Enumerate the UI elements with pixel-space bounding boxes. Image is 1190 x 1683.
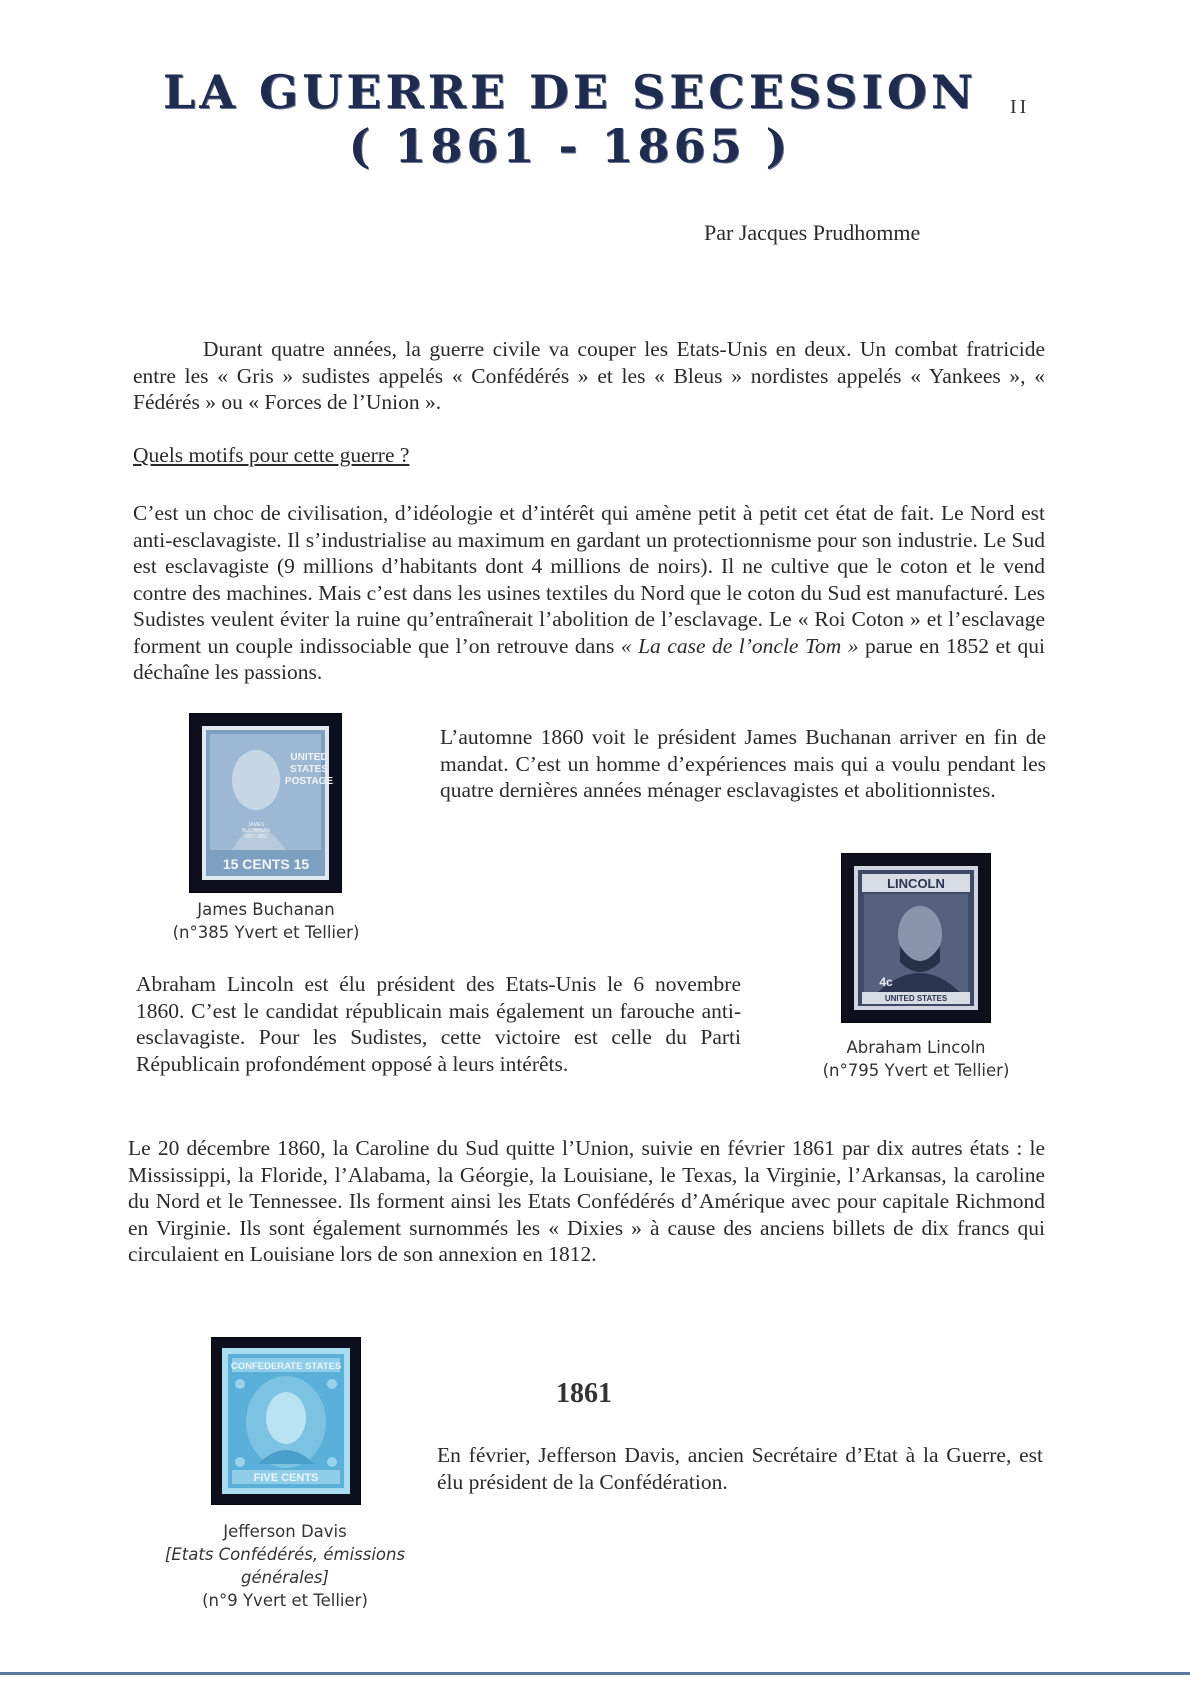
buchanan-top-text-2: STATES xyxy=(290,764,328,775)
davis-caption xyxy=(150,1520,420,1612)
bottom-rule xyxy=(0,1672,1190,1675)
lincoln-value-text: 4c xyxy=(879,975,893,989)
buchanan-stamp-image xyxy=(190,714,341,892)
lincoln-stamp-image xyxy=(842,854,990,1022)
buchanan-paragraph: L’automne 1860 voit le président James Buchanan arriver en fin de mandat. C’est un homme d’expériences mais qui a voulu pendant les quatre dernières années ménager esclavagistes et abolitionnistes. xyxy=(440,725,1046,802)
author-byline: Par Jacques Prudhomme xyxy=(704,220,921,245)
lincoln-caption-ref: (n°795 Yvert et Tellier) xyxy=(822,1061,1010,1080)
intro-paragraph xyxy=(133,336,1045,416)
motifs-paragraph xyxy=(133,500,1045,686)
year-heading: 1861 xyxy=(556,1378,612,1409)
motifs-text-after: parue en 1852 et qui déchaîne les passions. xyxy=(133,633,1046,684)
buchanan-top-text-3: POSTAGE xyxy=(284,776,334,787)
book-title: « La case de l’oncle Tom » xyxy=(620,633,859,658)
lincoln-stamp xyxy=(842,854,990,1022)
davis-top-text: CONFEDERATE STATES xyxy=(230,1361,342,1372)
buchanan-stamp xyxy=(190,714,341,892)
buchanan-top-text-1: UNITED xyxy=(290,752,328,763)
page-title-line1: LA GUERRE DE SECESSION xyxy=(162,65,978,119)
buchanan-name-text-3: 1857-1861 xyxy=(244,834,268,840)
buchanan-name-text-2: BUCHANAN xyxy=(241,828,271,834)
buchanan-caption xyxy=(160,898,372,944)
secession-paragraph: Le 20 décembre 1860, la Caroline du Sud quitte l’Union, suivie en février 1861 par dix autres états : le Mississippi, la Floride, l’Alabama, la Géorgie, la Louisiane, le Texas, la Virginie, l’Arkansas, la caroline du Nord et le Tennessee. Ils forment ainsi les Etats Confédérés d’Amérique avec pour capitale Richmond en Virginie. Ils sont également surnommés les « Dixies » à cause des anciens billets de dix francs qui circulaient en Louisiane lors de son annexion en 1812. xyxy=(128,1136,1045,1266)
lincoln-caption-name: Abraham Lincoln xyxy=(846,1038,986,1057)
davis-caption-ref: (n°9 Yvert et Tellier) xyxy=(202,1591,368,1610)
davis-caption-name: Jefferson Davis xyxy=(223,1522,347,1541)
page-number: II xyxy=(1010,96,1030,118)
buchanan-caption-name: James Buchanan xyxy=(197,900,335,919)
lincoln-caption xyxy=(806,1036,1026,1082)
buchanan-caption-ref: (n°385 Yvert et Tellier) xyxy=(172,923,360,942)
davis-paragraph: En février, Jefferson Davis, ancien Secrétaire d’Etat à la Guerre, est élu président de la Confédération. xyxy=(437,1443,1043,1494)
lincoln-paragraph: Abraham Lincoln est élu président des Etats-Unis le 6 novembre 1860. C’est le candidat républicain mais également un farouche anti-esclavagiste. Pour les Sudistes, cette victoire est celle du Parti Républicain profondément opposé à leurs intérêts. xyxy=(136,972,741,1076)
lincoln-top-text: LINCOLN xyxy=(887,876,945,891)
page-title-line2: ( 1861 - 1865 ) xyxy=(348,119,792,173)
davis-stamp-image xyxy=(212,1338,360,1504)
intro-text: Durant quatre années, la guerre civile va couper les Etats-Unis en deux. Un combat fratricide entre les « Gris » sudistes appelés « Confédérés » et les « Bleus » nordistes appelés « Yankees », « Fédérés » ou « Forces de l’Union ». xyxy=(133,337,1045,414)
section-heading: Quels motifs pour cette guerre ? xyxy=(133,443,410,467)
motifs-text-before: C’est un choc de civilisation, d’idéologie et d’intérêt qui amène petit à petit cet état de fait. Le Nord est anti-esclavagiste. Il s’industrialise au maximum en gardant un protectionnisme pour son industrie. Le Sud est esclavagiste (9 millions d’habitants dont 4 millions de noirs). Il ne cultive que le coton et le vend contre des machines. Mais c’est dans les usines textiles du Nord que le coton du Sud est manufacturé. Les Sudistes veulent éviter la ruine qu’entraînerait l’abolition de l’esclavage. Le « Roi Coton » et l’esclavage forment un couple indissociable que l’on retrouve dans xyxy=(133,501,1045,658)
lincoln-bottom-text: UNITED STATES xyxy=(884,994,948,1003)
davis-value-text: FIVE CENTS xyxy=(253,1472,319,1484)
davis-caption-sub: [Etats Confédérés, émissions générales] xyxy=(164,1545,406,1587)
davis-stamp xyxy=(212,1338,360,1504)
buchanan-value-text: 15 CENTS 15 xyxy=(222,856,310,872)
buchanan-name-text-1: JAMES xyxy=(247,822,265,828)
